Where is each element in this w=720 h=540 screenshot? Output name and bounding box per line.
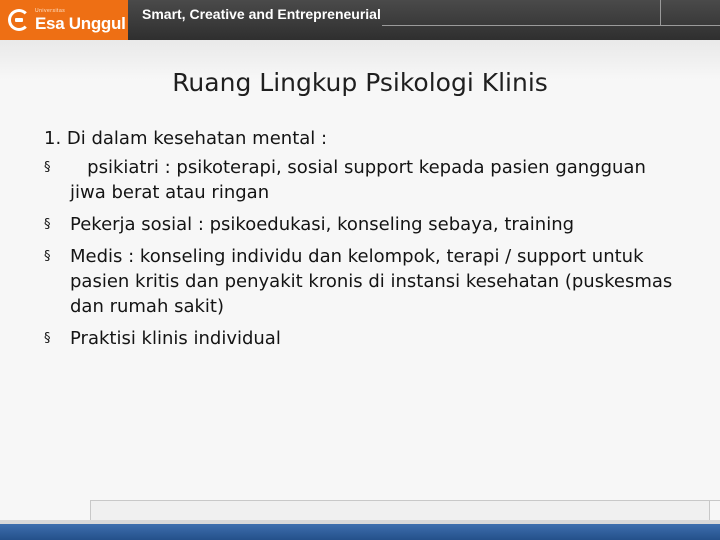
slide-content: [44, 126, 674, 358]
bullet-icon: §: [44, 160, 51, 175]
bullet-icon: §: [44, 331, 51, 346]
slide-title: Ruang Lingkup Psikologi Klinis: [172, 68, 548, 97]
bullet-icon: §: [44, 249, 51, 264]
header-bar: [0, 0, 720, 40]
tagline: Smart, Creative and Entrepreneurial: [142, 6, 381, 22]
list-item-text: Medis : konseling individu dan kelompok, terapi / support untuk pasien kritis dan penyakit kronis di instansi kesehatan (puskesmas dan rumah sakit): [70, 246, 673, 317]
list-item-text: Pekerja sosial : psikoedukasi, konseling sebaya, training: [70, 214, 575, 235]
logo-small-text: Universitas: [35, 7, 66, 14]
logo-mark-icon: [8, 9, 30, 31]
list-item-text: Praktisi klinis individual: [70, 328, 281, 349]
university-logo: [0, 0, 128, 40]
list-item: [44, 212, 674, 237]
list-item: [44, 244, 674, 319]
footer-bar: [0, 524, 720, 540]
header-decoration: [382, 0, 661, 26]
list-item-text: psikiatri : psikoterapi, sosial support kepada pasien gangguan jiwa berat atau ringan: [70, 157, 652, 203]
list-item: [44, 155, 674, 205]
header-decoration-line: [660, 25, 720, 26]
bullet-icon: §: [44, 217, 51, 232]
logo-text: Esa Unggul: [35, 13, 126, 33]
content-heading: 1. Di dalam kesehatan mental :: [44, 128, 328, 149]
list-item: [44, 326, 674, 351]
